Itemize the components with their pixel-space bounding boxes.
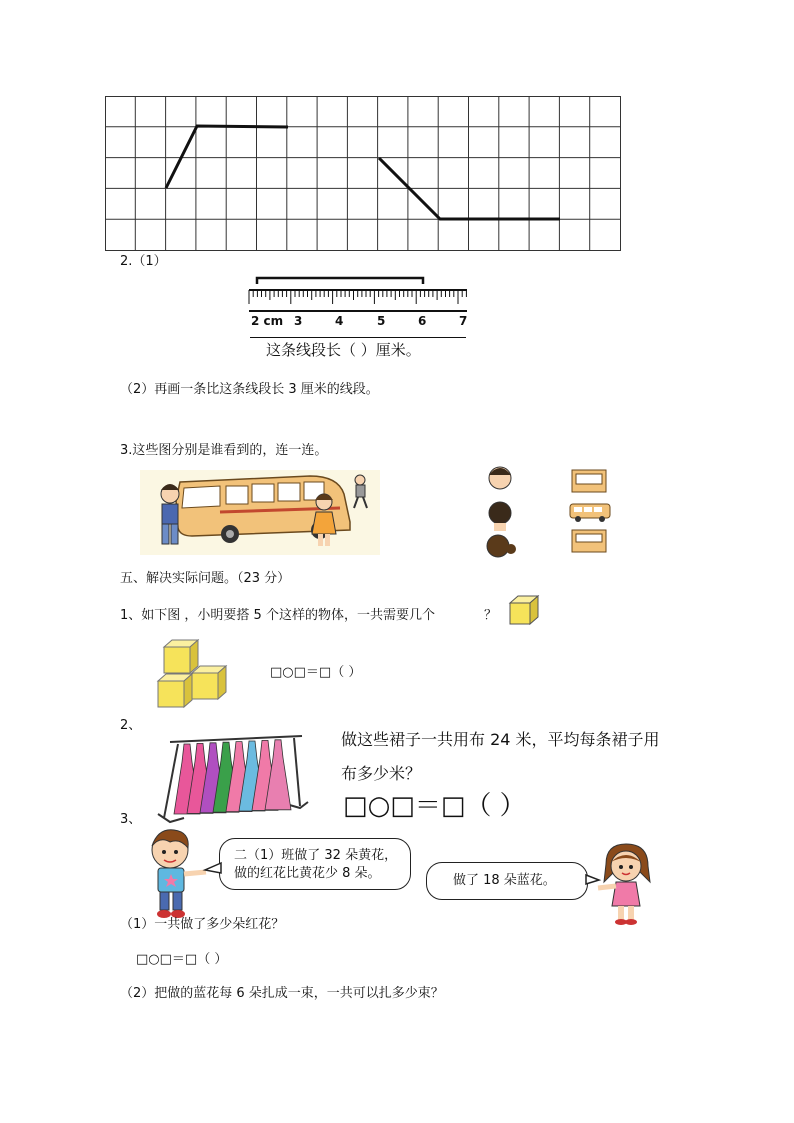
speech-bubble-right [426, 862, 588, 900]
bubble-left-tail [204, 862, 222, 876]
boy-back-head-icon [489, 502, 511, 531]
ruler-label: 5 [377, 314, 386, 328]
problem1-formula: □○□＝□（ ） [270, 665, 362, 680]
bus-back-view-icon [572, 530, 606, 552]
problem1-question-mark: ？ [484, 608, 498, 623]
length-question: 这条线段长（ ）厘米。 [266, 341, 421, 359]
q2-part1-label: 2.（1） [120, 254, 167, 269]
ruler-label: 2 cm [251, 314, 284, 328]
q3-instruction: 3.这些图分别是谁看到的，连一连。 [120, 443, 328, 458]
measured-segment [257, 278, 423, 284]
speech-bubble-left [219, 838, 411, 890]
grid-figure [105, 96, 621, 252]
problem2-formula: □○□＝□（ ） [343, 791, 526, 821]
problem2-line1: 做这些裙子一共用布 24 米，平均每条裙子用 [341, 730, 660, 749]
grid-line-left [166, 126, 288, 188]
bubble-left-line1: 二（1）班做了 32 朵黄花， [234, 848, 398, 863]
problem1-text: 1、如下图 ，小明要搭 5 个这样的物体，一共需要几个 [120, 608, 435, 623]
problem3-question2: （2）把做的蓝花每 6 朵扎成一束，一共可以扎多少束？ [120, 986, 444, 1001]
section5-title: 五、解决实际问题。（23 分） [120, 571, 291, 586]
stacked-cubes-icon [156, 638, 230, 710]
problem3-formula: □○□＝□（ ） [136, 952, 228, 967]
girl-back-head-icon [487, 535, 516, 557]
bubble-left-line2: 做的红花比黄花少 8 朵。 [234, 866, 381, 881]
problem2-line2: 布多少米？ [341, 764, 422, 783]
problem3-number: 3、 [120, 812, 142, 827]
heads-column [480, 463, 520, 563]
girl-character-illustration [596, 842, 658, 928]
single-cube-icon [508, 595, 540, 627]
bus-side-view-icon [570, 504, 610, 522]
ruler-underline [250, 337, 466, 338]
problem3-question1: （1）一共做了多少朵红花？ [120, 917, 285, 932]
boy-head-icon [489, 467, 511, 489]
boy-character-illustration [140, 828, 210, 920]
problem2-number: 2、 [120, 718, 142, 733]
bus-views-column [568, 468, 612, 558]
bubble-right-text: 做了 18 朵蓝花。 [453, 873, 556, 888]
ruler-label: 7 [459, 314, 468, 328]
ruler-label: 3 [294, 314, 303, 328]
dress-rack-illustration [158, 722, 308, 832]
ruler-label: 4 [335, 314, 344, 328]
bus-scene-illustration [140, 470, 380, 555]
q2-part2: （2）再画一条比这条线段长 3 厘米的线段。 [120, 382, 379, 397]
bus-front-view-icon [572, 470, 606, 492]
ruler-label: 6 [418, 314, 427, 328]
